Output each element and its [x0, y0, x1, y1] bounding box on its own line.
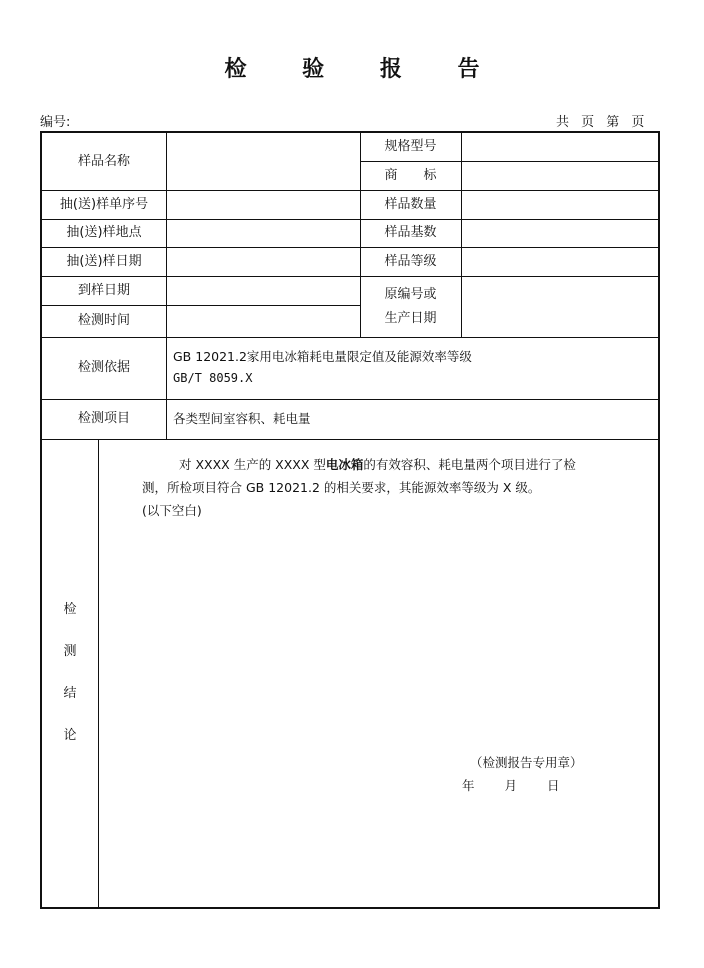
report-number-label: 编号:	[40, 115, 71, 130]
test-basis-standard-1: GB 12021.2家用电冰箱耗电量限定值及能源效率等级	[173, 349, 472, 364]
signature-date: 年 月 日	[462, 778, 560, 793]
row-divider	[42, 439, 660, 440]
original-no-label-line1: 原编号或	[384, 287, 437, 303]
column-divider	[98, 439, 99, 909]
test-basis-standard-2: GB/T 8059.X	[173, 370, 253, 385]
arrival-date-label: 到样日期	[77, 282, 130, 298]
test-basis-value	[173, 346, 653, 389]
official-stamp-text: （检测报告专用章）	[470, 755, 583, 770]
conclusion-label-char: 检	[63, 602, 77, 617]
conclusion-text	[142, 453, 652, 522]
conclusion-line-3: (以下空白)	[142, 503, 202, 518]
conclusion-label	[42, 587, 98, 759]
conclusion-text-part: 对 XXXX 生产的 XXXX 型	[179, 457, 326, 472]
sampling-location-label: 抽(送)样地点	[66, 225, 142, 241]
report-form	[40, 131, 660, 909]
test-items-label: 检测项目	[77, 411, 130, 427]
sample-quantity-label: 样品数量	[384, 196, 437, 212]
column-divider	[166, 133, 167, 439]
conclusion-line-2: 测，所检项目符合 GB 12021.2 的相关要求，其能源效率等级为 X 级。	[142, 480, 541, 495]
test-items-value: 各类型间室容积、耗电量	[173, 411, 311, 426]
trademark-label: 商 标	[384, 167, 437, 183]
page-info: 共 页 第 页	[556, 115, 645, 130]
sample-name-label: 样品名称	[77, 153, 130, 169]
original-no-label-line2: 生产日期	[384, 310, 437, 326]
test-time-label: 检测时间	[77, 313, 130, 329]
report-title: 检 验 报 告	[224, 56, 504, 82]
conclusion-label-char: 测	[63, 644, 77, 659]
sampling-order-label: 抽(送)样单序号	[59, 196, 149, 212]
conclusion-product-name: 电冰箱	[325, 457, 364, 472]
conclusion-label-char: 论	[63, 728, 77, 743]
column-divider	[461, 133, 462, 337]
spec-model-label: 规格型号	[384, 139, 437, 155]
sample-base-label: 样品基数	[384, 225, 437, 241]
conclusion-line-1	[142, 453, 652, 476]
conclusion-text-part: 的有效容积、耗电量两个项目进行了检	[363, 457, 576, 472]
sampling-date-label: 抽(送)样日期	[66, 253, 142, 269]
original-no-label	[360, 276, 461, 337]
conclusion-label-char: 结	[63, 686, 77, 701]
sample-grade-label: 样品等级	[384, 253, 437, 269]
test-basis-label: 检测依据	[77, 360, 130, 376]
